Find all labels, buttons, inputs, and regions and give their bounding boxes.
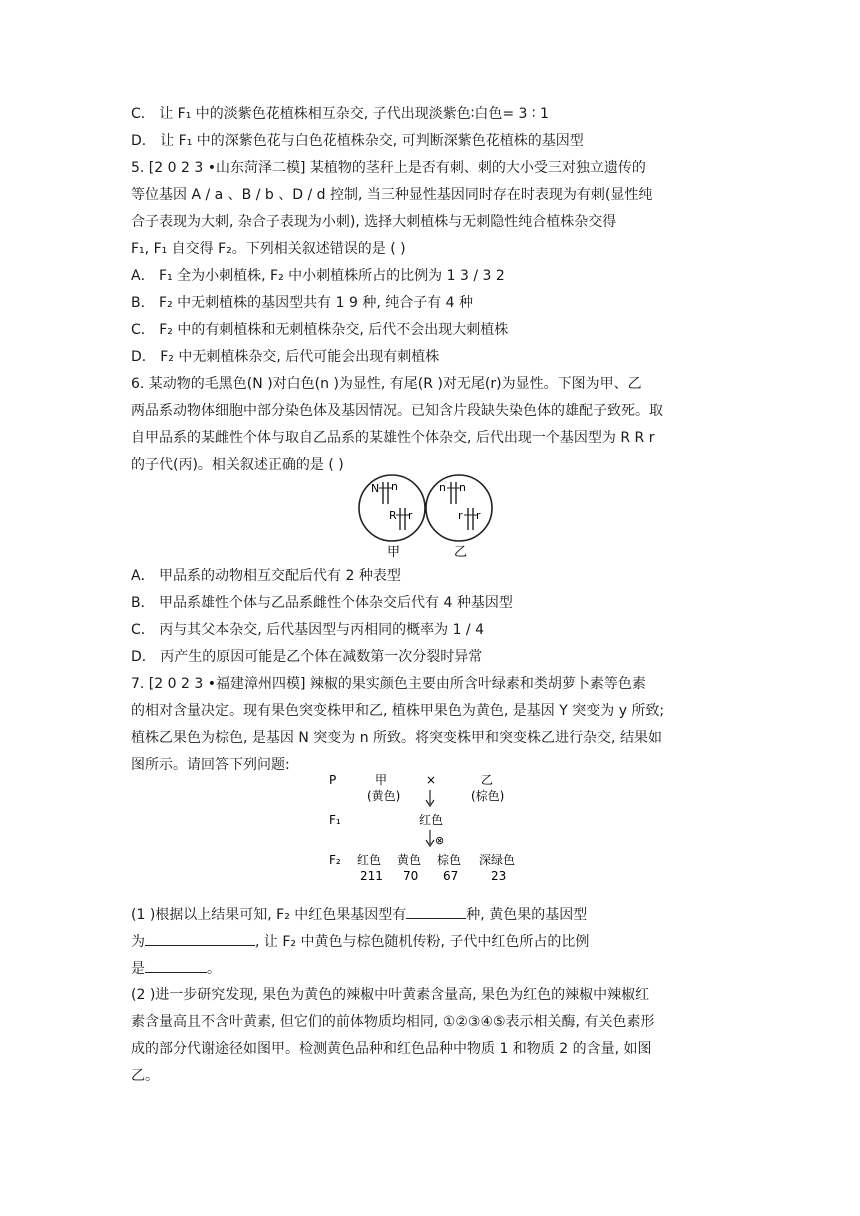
text: 。 [207,961,221,977]
chromosome-figure [355,470,505,562]
line: D． 丙产生的原因可能是乙个体在减数第一次分裂时异常 [131,649,483,665]
line: D． 让 F₁ 中的深紫色花与白色花植株杂交, 可判断深紫色花植株的基因型 [131,133,584,149]
line: C． 丙与其父本杂交, 后代基因型与丙相同的概率为 1 / 4 [131,622,485,638]
line: 成的部分代谢途径如图甲。检测黄色品种和红色品种中物质 1 和物质 2 的含量, 如图 [131,1041,652,1057]
text: 为 [131,934,145,950]
gene-label: R [389,509,397,522]
line: A． 甲品系的动物相互交配后代有 2 种表型 [131,568,401,584]
line: C． F₂ 中的有刺植株和无刺植株杂交, 后代不会出现大刺植株 [131,322,509,338]
line: B． 甲品系雄性个体与乙品系雌性个体杂交后代有 4 种基因型 [131,595,513,611]
line: 乙。 [131,1068,159,1084]
answer-blank[interactable] [406,904,466,919]
f2-count: 67 [443,869,459,883]
gene-label: n [391,480,398,493]
line: 5. [2 0 2 3 •山东菏泽二模] 某植物的茎秆上是否有刺、刺的大小受三对独立遗传的 [131,160,646,176]
text: 是 [131,961,145,977]
parent1-name: 甲 [375,773,388,787]
f1-phenotype: 红色 [419,813,444,827]
question-1-line [131,931,589,952]
line: 自甲品系的某雌性个体与取自乙品系的某雄性个体杂交, 后代出现一个基因型为 R R r [131,430,655,446]
gene-label: n [459,481,466,494]
text: , 让 F₂ 中黄色与棕色随机传粉, 子代中红色所占的比例 [255,934,590,950]
question-1-line [131,904,587,925]
f2-phenotype: 深绿色 [479,853,516,867]
line: 植株乙果色为棕色, 是基因 N 突变为 n 所致。将突变株甲和突变株乙进行杂交, 结果如 [131,730,662,746]
text: 种, 黄色果的基因型 [466,907,588,923]
line: 两品系动物体细胞中部分染色体及基因情况。已知含片段缺失染色体的雄配子致死。取 [131,403,663,419]
cell-label-yi: 乙 [454,545,468,560]
gene-label: n [439,481,446,494]
f2-count: 211 [360,869,383,883]
line: 的相对含量决定。现有果色突变株甲和乙, 植株甲果色为黄色, 是基因 Y 突变为 y 所致; [131,703,665,719]
line: D． F₂ 中无刺植株杂交, 后代可能会出现有刺植株 [131,349,440,365]
gene-label: N [371,482,380,495]
parent2-name: 乙 [481,773,494,787]
line: F₁, F₁ 自交得 F₂。下列相关叙述错误的是 ( ) [131,241,406,257]
generation-label-f2: F₂ [329,853,341,867]
text: (1 )根据以上结果可知, F₂ 中红色果基因型有 [131,907,407,923]
generation-label-p: P [329,773,337,787]
line: 7. [2 0 2 3 •福建漳州四模] 辣椒的果实颜色主要由所含叶绿素和类胡萝卜素等色素 [131,676,646,692]
f2-phenotype: 黄色 [397,853,422,867]
line: C． 让 F₁ 中的淡紫色花植株相互杂交, 子代出现淡紫色∶白色= 3 ∶ 1 [131,106,549,122]
question-1-line [131,958,221,979]
generation-label-f1: F₁ [329,813,341,827]
f2-phenotype: 棕色 [437,853,462,867]
line: (2 )进一步研究发现, 果色为黄色的辣椒中叶黄素含量高, 果色为红色的辣椒中辣椒红 [131,987,650,1003]
gene-label: r [458,509,463,522]
f2-count: 23 [491,869,507,883]
selfing-sign: ⊗ [435,834,445,847]
line: 6. 某动物的毛黑色(N )对白色(n )为显性, 有尾(R )对无尾(r)为显性。下图为甲、乙 [131,376,642,392]
line: A． F₁ 全为小刺植株, F₂ 中小刺植株所占的比例为 1 3 / 3 2 [131,268,505,284]
line: 的子代(丙)。相关叙述正确的是 ( ) [131,457,344,473]
answer-blank[interactable] [145,958,207,973]
line: B． F₂ 中无刺植株的基因型共有 1 9 种, 纯合子有 4 种 [131,295,474,311]
cross-sign: × [426,773,437,787]
gene-label: r [408,509,413,522]
answer-blank[interactable] [145,931,255,946]
cell-label-jia: 甲 [387,545,401,560]
line: 等位基因 A / a 、B / b 、D / d 控制, 当三种显性基因同时存在时表现为有刺(显性纯 [131,187,653,203]
gene-label: r [476,509,481,522]
f2-count: 70 [403,869,419,883]
line: 素含量高且不含叶黄素, 但它们的前体物质均相同, ①②③④⑤表示相关酶, 有关色素形 [131,1014,655,1030]
parent1-color: (黄色) [367,789,401,803]
line: 合子表现为大刺, 杂合子表现为小刺), 选择大刺植株与无刺隐性纯合植株杂交得 [131,214,617,230]
line: 图所示。请回答下列问题: [131,757,290,773]
parent2-color: (棕色) [471,789,505,803]
cross-diagram [325,768,535,890]
f2-phenotype: 红色 [357,853,382,867]
